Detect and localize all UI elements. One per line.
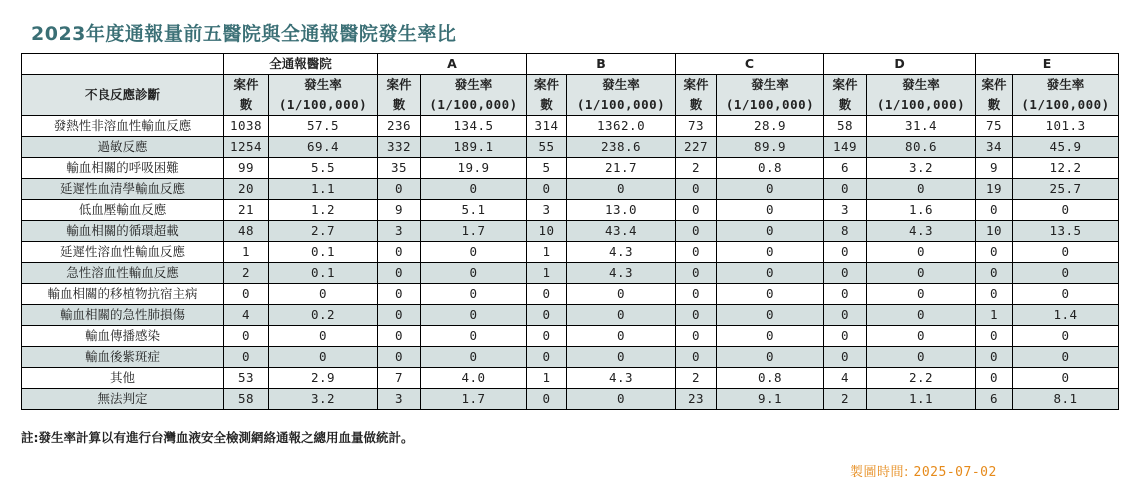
count-cell: 0 — [824, 305, 867, 326]
count-cell: 9 — [378, 200, 421, 221]
count-cell: 0 — [378, 242, 421, 263]
rate-cell: 1362.0 — [567, 116, 676, 137]
rate-cell: 0 — [867, 305, 976, 326]
count-cell: 73 — [676, 116, 717, 137]
rate-cell: 5.1 — [421, 200, 527, 221]
rate-cell: 0 — [269, 284, 378, 305]
rate-cell: 1.1 — [867, 389, 976, 410]
rate-cell: 4.3 — [567, 242, 676, 263]
diagnosis-cell: 低血壓輸血反應 — [22, 200, 224, 221]
count-cell: 0 — [824, 179, 867, 200]
diagnosis-cell: 延遲性溶血性輸血反應 — [22, 242, 224, 263]
rate-cell: 0 — [717, 221, 824, 242]
count-cell: 8 — [824, 221, 867, 242]
header-rate: 發生率 (1/100,000) — [867, 75, 976, 116]
count-cell: 0 — [676, 284, 717, 305]
rate-cell: 0 — [867, 179, 976, 200]
rate-cell: 4.3 — [567, 263, 676, 284]
header-group-all-hospitals: 全通報醫院 — [224, 54, 378, 75]
rate-cell: 0 — [717, 305, 824, 326]
rate-cell: 3.2 — [867, 158, 976, 179]
header-count: 案件 數 — [824, 75, 867, 116]
count-cell: 0 — [976, 242, 1013, 263]
rate-cell: 0 — [1013, 242, 1119, 263]
count-cell: 0 — [378, 347, 421, 368]
rate-cell: 0 — [717, 179, 824, 200]
rate-cell: 0 — [421, 179, 527, 200]
rate-cell: 0 — [867, 326, 976, 347]
rate-cell: 0 — [567, 389, 676, 410]
count-cell: 58 — [824, 116, 867, 137]
diagnosis-cell: 延遲性血清學輸血反應 — [22, 179, 224, 200]
rate-cell: 0 — [1013, 200, 1119, 221]
rate-cell: 0 — [269, 326, 378, 347]
count-cell: 0 — [976, 284, 1013, 305]
table-row — [22, 263, 1119, 284]
rate-cell: 0 — [717, 200, 824, 221]
header-group-a: A — [378, 54, 527, 75]
count-cell: 4 — [224, 305, 269, 326]
count-cell: 1 — [976, 305, 1013, 326]
diagnosis-cell: 輸血傳播感染 — [22, 326, 224, 347]
table-row — [22, 116, 1119, 137]
count-cell: 0 — [824, 347, 867, 368]
header-count: 案件 數 — [527, 75, 567, 116]
rate-cell: 4.0 — [421, 368, 527, 389]
rate-cell: 0 — [1013, 326, 1119, 347]
rate-cell: 0 — [567, 284, 676, 305]
count-cell: 1 — [527, 263, 567, 284]
count-cell: 0 — [824, 284, 867, 305]
rate-cell: 0 — [421, 347, 527, 368]
table-row — [22, 179, 1119, 200]
rate-cell: 1.7 — [421, 221, 527, 242]
count-cell: 0 — [224, 326, 269, 347]
rate-cell: 0.2 — [269, 305, 378, 326]
diagnosis-cell: 無法判定 — [22, 389, 224, 410]
rate-cell: 0.8 — [717, 158, 824, 179]
rate-cell: 0 — [1013, 368, 1119, 389]
diagnosis-cell: 輸血相關的呼吸困難 — [22, 158, 224, 179]
count-cell: 10 — [527, 221, 567, 242]
rate-cell: 9.1 — [717, 389, 824, 410]
count-cell: 0 — [824, 263, 867, 284]
rate-cell: 0 — [867, 263, 976, 284]
count-cell: 99 — [224, 158, 269, 179]
count-cell: 0 — [676, 326, 717, 347]
diagnosis-cell: 發熱性非溶血性輸血反應 — [22, 116, 224, 137]
count-cell: 0 — [224, 284, 269, 305]
count-cell: 0 — [824, 326, 867, 347]
rate-cell: 0 — [717, 326, 824, 347]
count-cell: 0 — [378, 305, 421, 326]
count-cell: 236 — [378, 116, 421, 137]
count-cell: 0 — [378, 263, 421, 284]
header-group-row — [22, 54, 1119, 75]
rate-cell: 5.5 — [269, 158, 378, 179]
diagnosis-cell: 其他 — [22, 368, 224, 389]
header-group-d: D — [824, 54, 976, 75]
rate-cell: 101.3 — [1013, 116, 1119, 137]
count-cell: 0 — [676, 242, 717, 263]
count-cell: 0 — [676, 200, 717, 221]
count-cell: 9 — [976, 158, 1013, 179]
rate-cell: 0 — [567, 305, 676, 326]
rate-cell: 3.2 — [269, 389, 378, 410]
count-cell: 4 — [824, 368, 867, 389]
rate-cell: 57.5 — [269, 116, 378, 137]
count-cell: 1 — [527, 368, 567, 389]
diagnosis-cell: 急性溶血性輸血反應 — [22, 263, 224, 284]
rate-cell: 80.6 — [867, 137, 976, 158]
rate-cell: 238.6 — [567, 137, 676, 158]
count-cell: 75 — [976, 116, 1013, 137]
rate-cell: 4.3 — [867, 221, 976, 242]
rate-cell: 31.4 — [867, 116, 976, 137]
rate-cell: 0 — [421, 242, 527, 263]
rate-cell: 0 — [421, 284, 527, 305]
rate-cell: 0.1 — [269, 263, 378, 284]
count-cell: 2 — [676, 368, 717, 389]
count-cell: 0 — [976, 326, 1013, 347]
rate-cell: 2.9 — [269, 368, 378, 389]
count-cell: 34 — [976, 137, 1013, 158]
count-cell: 5 — [527, 158, 567, 179]
page-title: 2023年度通報量前五醫院與全通報醫院發生率比 — [31, 23, 457, 45]
count-cell: 1038 — [224, 116, 269, 137]
diagnosis-cell: 過敏反應 — [22, 137, 224, 158]
rate-cell: 0.1 — [269, 242, 378, 263]
count-cell: 6 — [976, 389, 1013, 410]
count-cell: 2 — [824, 389, 867, 410]
rate-cell: 1.2 — [269, 200, 378, 221]
rate-cell: 0 — [867, 284, 976, 305]
header-rate: 發生率 (1/100,000) — [269, 75, 378, 116]
rate-cell: 13.0 — [567, 200, 676, 221]
table-row — [22, 221, 1119, 242]
count-cell: 0 — [224, 347, 269, 368]
date-value: 2025-07-02 — [913, 465, 997, 480]
rate-cell: 0 — [867, 347, 976, 368]
count-cell: 0 — [378, 326, 421, 347]
count-cell: 2 — [676, 158, 717, 179]
rate-cell: 0 — [269, 347, 378, 368]
table-body — [22, 116, 1119, 410]
table-row — [22, 242, 1119, 263]
header-blank — [22, 54, 224, 75]
header-group-c: C — [676, 54, 824, 75]
rate-cell: 28.9 — [717, 116, 824, 137]
count-cell: 10 — [976, 221, 1013, 242]
rate-cell: 69.4 — [269, 137, 378, 158]
rate-cell: 0 — [717, 284, 824, 305]
count-cell: 0 — [976, 368, 1013, 389]
table-row — [22, 305, 1119, 326]
count-cell: 332 — [378, 137, 421, 158]
rate-cell: 0 — [567, 326, 676, 347]
count-cell: 0 — [378, 284, 421, 305]
count-cell: 6 — [824, 158, 867, 179]
rate-cell: 1.6 — [867, 200, 976, 221]
incidence-table — [21, 53, 1119, 410]
rate-cell: 2.7 — [269, 221, 378, 242]
table-row — [22, 347, 1119, 368]
header-rate: 發生率 (1/100,000) — [567, 75, 676, 116]
rate-cell: 0 — [567, 347, 676, 368]
diagnosis-cell: 輸血相關的循環超載 — [22, 221, 224, 242]
diagnosis-cell: 輸血後紫斑症 — [22, 347, 224, 368]
header-rate: 發生率 (1/100,000) — [717, 75, 824, 116]
rate-cell: 89.9 — [717, 137, 824, 158]
table-row — [22, 137, 1119, 158]
rate-cell: 25.7 — [1013, 179, 1119, 200]
header-count: 案件 數 — [676, 75, 717, 116]
count-cell: 0 — [824, 242, 867, 263]
rate-cell: 4.3 — [567, 368, 676, 389]
count-cell: 48 — [224, 221, 269, 242]
count-cell: 227 — [676, 137, 717, 158]
rate-cell: 0 — [567, 179, 676, 200]
count-cell: 149 — [824, 137, 867, 158]
rate-cell: 0 — [421, 305, 527, 326]
rate-cell: 0.8 — [717, 368, 824, 389]
count-cell: 0 — [527, 179, 567, 200]
count-cell: 1 — [527, 242, 567, 263]
count-cell: 0 — [676, 179, 717, 200]
header-rate: 發生率 (1/100,000) — [421, 75, 527, 116]
count-cell: 0 — [676, 221, 717, 242]
rate-cell: 2.2 — [867, 368, 976, 389]
table-row — [22, 368, 1119, 389]
count-cell: 23 — [676, 389, 717, 410]
count-cell: 314 — [527, 116, 567, 137]
header-group-b: B — [527, 54, 676, 75]
rate-cell: 13.5 — [1013, 221, 1119, 242]
rate-cell: 134.5 — [421, 116, 527, 137]
count-cell: 19 — [976, 179, 1013, 200]
count-cell: 3 — [378, 389, 421, 410]
chart-date — [850, 461, 997, 480]
header-count: 案件 數 — [224, 75, 269, 116]
table-row — [22, 284, 1119, 305]
count-cell: 0 — [527, 305, 567, 326]
rate-cell: 0 — [421, 263, 527, 284]
rate-cell: 43.4 — [567, 221, 676, 242]
count-cell: 3 — [378, 221, 421, 242]
count-cell: 0 — [976, 347, 1013, 368]
count-cell: 58 — [224, 389, 269, 410]
count-cell: 0 — [378, 179, 421, 200]
count-cell: 21 — [224, 200, 269, 221]
count-cell: 35 — [378, 158, 421, 179]
date-label: 製圖時間: — [850, 465, 909, 480]
count-cell: 0 — [676, 263, 717, 284]
rate-cell: 1.1 — [269, 179, 378, 200]
diagnosis-cell: 輸血相關的急性肺損傷 — [22, 305, 224, 326]
rate-cell: 0 — [717, 347, 824, 368]
table-row — [22, 200, 1119, 221]
header-sub-row — [22, 75, 1119, 116]
rate-cell: 8.1 — [1013, 389, 1119, 410]
count-cell: 7 — [378, 368, 421, 389]
count-cell: 0 — [676, 347, 717, 368]
count-cell: 1 — [224, 242, 269, 263]
count-cell: 0 — [527, 284, 567, 305]
table-row — [22, 326, 1119, 347]
count-cell: 2 — [224, 263, 269, 284]
rate-cell: 1.4 — [1013, 305, 1119, 326]
header-rate: 發生率 (1/100,000) — [1013, 75, 1119, 116]
table-row — [22, 389, 1119, 410]
count-cell: 0 — [676, 305, 717, 326]
rate-cell: 0 — [421, 326, 527, 347]
rate-cell: 0 — [1013, 284, 1119, 305]
count-cell: 0 — [976, 200, 1013, 221]
rate-cell: 0 — [717, 263, 824, 284]
count-cell: 20 — [224, 179, 269, 200]
rate-cell: 0 — [867, 242, 976, 263]
table-row — [22, 158, 1119, 179]
rate-cell: 45.9 — [1013, 137, 1119, 158]
count-cell: 0 — [527, 389, 567, 410]
header-count: 案件 數 — [976, 75, 1013, 116]
header-diagnosis: 不良反應診斷 — [22, 75, 224, 116]
diagnosis-cell: 輸血相關的移植物抗宿主病 — [22, 284, 224, 305]
rate-cell: 21.7 — [567, 158, 676, 179]
header-group-e: E — [976, 54, 1119, 75]
header-count: 案件 數 — [378, 75, 421, 116]
count-cell: 1254 — [224, 137, 269, 158]
rate-cell: 19.9 — [421, 158, 527, 179]
count-cell: 0 — [527, 326, 567, 347]
rate-cell: 0 — [717, 242, 824, 263]
rate-cell: 1.7 — [421, 389, 527, 410]
rate-cell: 0 — [1013, 347, 1119, 368]
count-cell: 0 — [527, 347, 567, 368]
rate-cell: 189.1 — [421, 137, 527, 158]
count-cell: 3 — [824, 200, 867, 221]
count-cell: 0 — [976, 263, 1013, 284]
count-cell: 53 — [224, 368, 269, 389]
footnote: 註:發生率計算以有進行台灣血液安全檢測網絡通報之總用血量做統計。 — [21, 430, 414, 445]
rate-cell: 12.2 — [1013, 158, 1119, 179]
rate-cell: 0 — [1013, 263, 1119, 284]
count-cell: 55 — [527, 137, 567, 158]
count-cell: 3 — [527, 200, 567, 221]
